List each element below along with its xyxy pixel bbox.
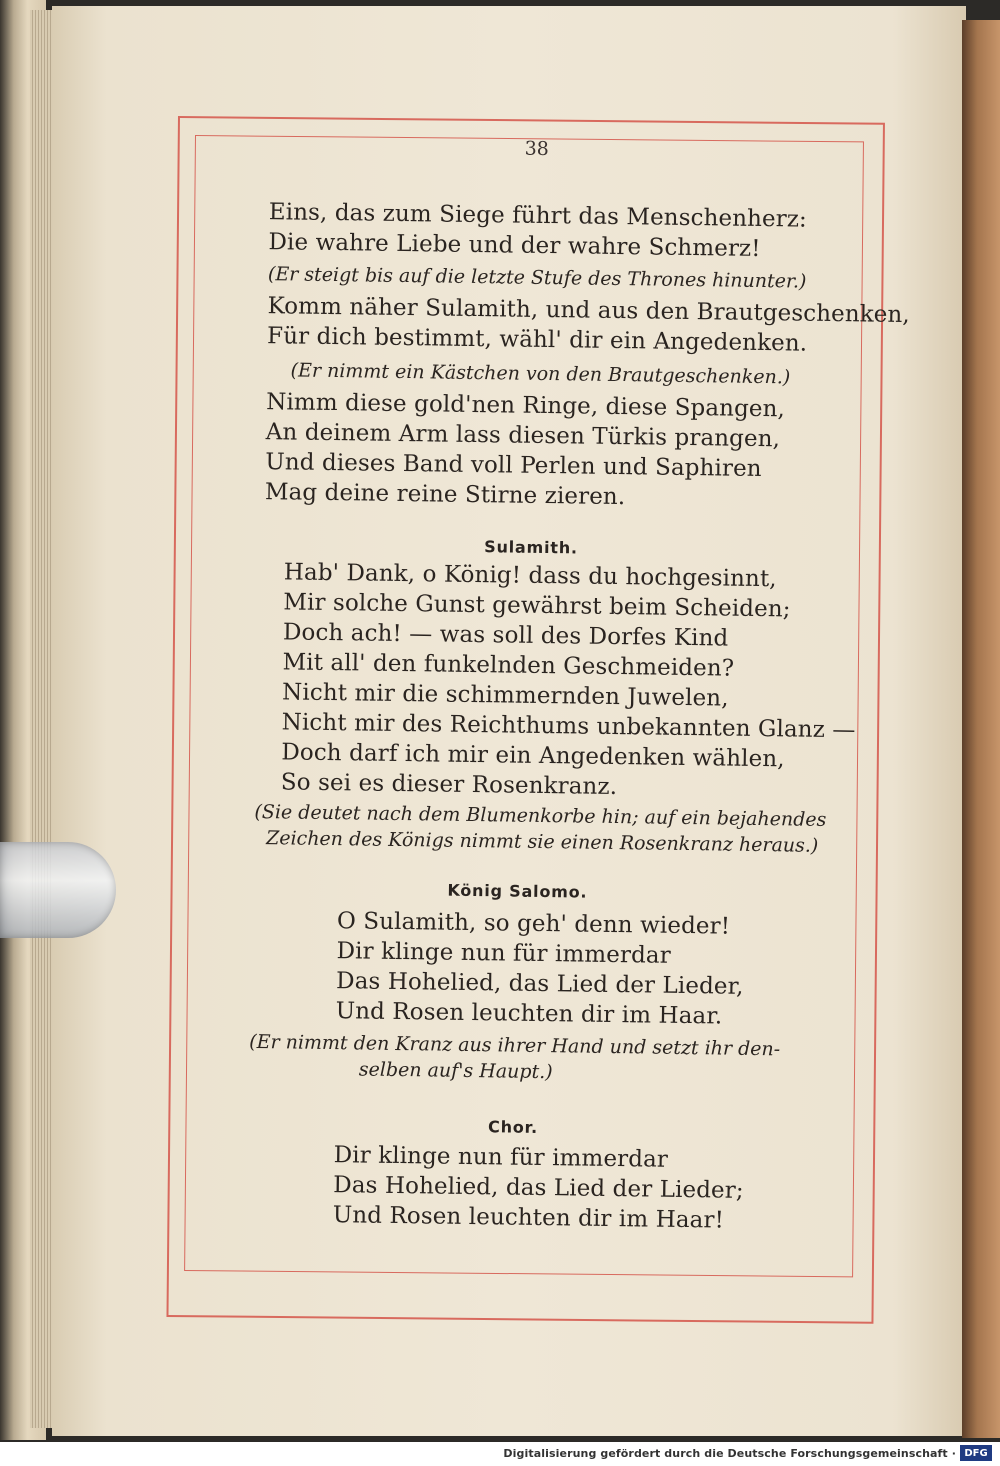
verse-line: Für dich bestimmt, wähl' dir ein Angedenken. [266,323,808,357]
verse-line: Dir klinge nun für immerdar [336,938,672,969]
verse-line: Und Rosen leuchten dir im Haar! [332,1202,725,1234]
dfg-logo-icon: DFG [960,1445,992,1461]
speaker-name: König Salomo. [447,880,588,902]
verse-line: Dir klinge nun für immerdar [333,1142,669,1173]
verse-line: Und Rosen leuchten dir im Haar. [335,998,723,1030]
verse-line: Nimm diese gold'nen Ringe, diese Spangen, [266,389,786,423]
verse-line: Das Hohelied, das Lied der Lieder, [335,968,744,1000]
page-text [246,130,911,1258]
stage-direction: (Er nimmt den Kranz aus ihrer Hand und setzt ihr den- [249,1030,781,1061]
verse-line: An deinem Arm lass diesen Türkis prangen, [265,419,781,453]
right-page-edge [962,20,1000,1438]
stage-direction: selben auf's Haupt.) [358,1058,553,1084]
stage-direction: (Sie deutet nach dem Blumenkorbe hin; auf ein bejahendes [254,800,827,831]
verse-line: Mit all' den funkelnden Geschmeiden? [282,649,735,682]
scanner-clip [0,842,116,938]
speaker-name: Chor. [487,1117,539,1137]
verse-line: So sei es dieser Rosenkranz. [280,769,618,801]
stage-direction: Zeichen des Königs nimmt sie einen Rosenkranz heraus.) [265,827,819,857]
speaker-name: Sulamith. [484,537,578,558]
verse-line: Das Hohelied, das Lied der Lieder; [333,1172,744,1204]
verse-line: Doch darf ich mir ein Angedenken wählen, [281,739,785,773]
verse-line: Hab' Dank, o König! dass du hochgesinnt, [283,559,777,593]
verse-line: Komm näher Sulamith, und aus den Brautgeschenken, [267,293,911,329]
digitization-credit: Digitalisierung gefördert durch die Deutsche Forschungsgemeinschaft · [503,1447,956,1460]
verse-line: Die wahre Liebe und der wahre Schmerz! [268,229,761,262]
stage-direction: (Er nimmt ein Kästchen von den Brautgeschenken.) [290,359,791,389]
verse-line: Eins, das zum Siege führt das Menschenherz: [268,199,808,233]
verse-line: Und dieses Band voll Perlen und Saphiren [265,449,762,483]
page-number: 38 [524,137,550,161]
verse-line: Doch ach! — was soll des Dorfes Kind [282,619,729,652]
verse-line: O Sulamith, so geh' denn wieder! [336,908,731,940]
stage-direction: (Er steigt bis auf die letzte Stufe des Thrones hinunter.) [267,263,807,293]
verse-line: Mir solche Gunst gewährst beim Scheiden; [283,589,791,623]
verse-line: Nicht mir die schimmernden Juwelen, [281,679,729,712]
verse-line: Nicht mir des Reichthums unbekannten Glanz — [281,709,856,744]
verse-line: Mag deine reine Stirne zieren. [264,479,626,511]
